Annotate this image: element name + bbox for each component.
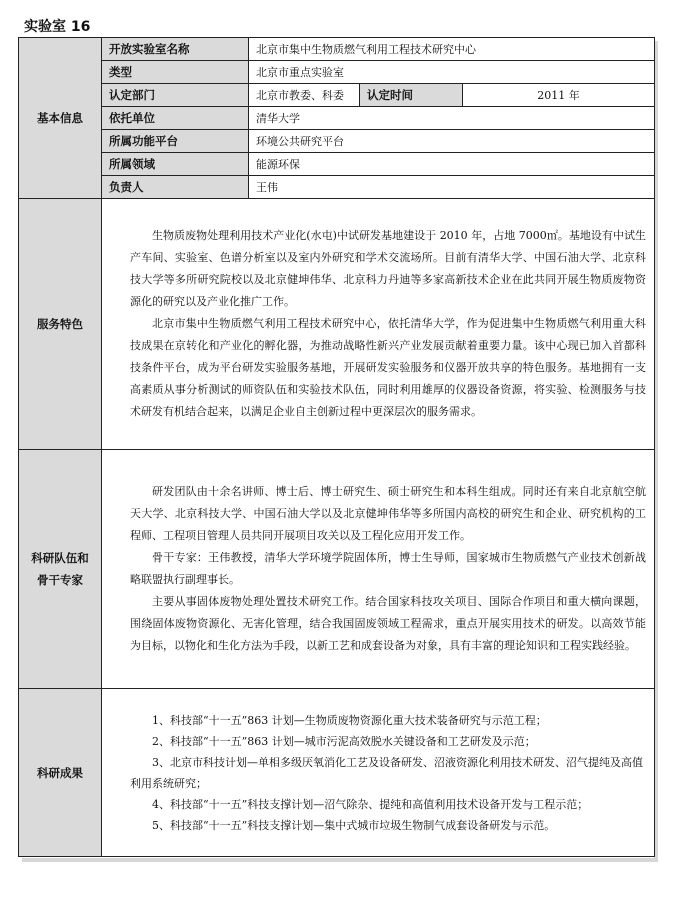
row-label-field: 所属领域 [102,153,249,176]
row-value-department: 北京市教委、科委 [249,84,360,107]
lab-info-table [18,37,654,857]
result-item: 3、北京市科技计划—单相多级厌氧消化工艺及设备研发、沼液资源化利用技术研发、沼气提纯及高值利用系统研究； [130,755,643,790]
section-label-team-line-1: 科研队伍和 [31,551,89,565]
row-label-type: 类型 [102,61,249,84]
section-label-team [19,450,102,689]
section-label-team-line-2: 骨干专家 [37,573,83,587]
row-value-field: 能源环保 [249,153,655,176]
row-label-certified-time: 认定时间 [360,84,463,107]
row-label-leader: 负责人 [102,176,249,199]
results-content [102,689,655,857]
result-item: 5、科技部“十一五”科技支撑计划—集中式城市垃圾生物制气成套设备研发与示范。 [152,818,556,832]
section-label-results: 科研成果 [19,689,102,857]
section-label-service: 服务特色 [19,199,102,450]
result-item: 2、科技部“十一五”863 计划—城市污泥高效脱水关键设备和工艺研发及示范； [152,734,536,748]
row-value-leader: 王伟 [249,176,655,199]
row-label-department: 认定部门 [102,84,249,107]
service-content [102,199,655,450]
team-paragraph: 主要从事固体废物处理处置技术研究工作。结合国家科技攻关项目、国际合作项目和重大横向课题，围绕固体废物资源化、无害化管理，结合我国固废领域工程需求，重点开展实用技术的研发。以高效节能为目标，以物化和生化方法为手段，以新工艺和成套设备为对象，具有丰富的理论知识和工程实践经验。 [130,595,646,652]
row-value-host-unit: 清华大学 [249,107,655,130]
row-value-platform: 环境公共研究平台 [249,130,655,153]
service-paragraph: 北京市集中生物质燃气利用工程技术研究中心，依托清华大学，作为促进集中生物质燃气利用重大科技成果在京转化和产业化的孵化器，为推动战略性新兴产业发展贡献着重要力量。该中心现已加入首都科技条件平台，成为平台研发实验服务基地，开展研发实验服务和仪器开放共享的特色服务。基地拥有一支高素质从事分析测试的师资队伍和实验技术队伍，同时利用雄厚的仪器设备资源，将实验、检测服务与技术研发有机结合起来，以满足企业自主创新过程中更深层次的服务需求。 [130,317,646,418]
team-content [102,450,655,689]
row-label-host-unit: 依托单位 [102,107,249,130]
team-paragraph: 研发团队由十余名讲师、博士后、博士研究生、硕士研究生和本科生组成。同时还有来自北京航空航天大学、北京科技大学、中国石油大学以及北京健坤伟华等多所国内高校的研究生和企业、研究机构的工程师、工程项目管理人员共同开展项目攻关以及工程化应用开发工作。 [130,485,646,542]
team-paragraph: 骨干专家：王伟教授，清华大学环境学院固体所，博士生导师，国家城市生物质燃气产业技术创新战略联盟执行副理事长。 [130,551,646,586]
service-paragraph: 生物质废物处理利用技术产业化(水屯)中试研发基地建设于 2010 年，占地 7000㎡。基地设有中试生产车间、实验室、色谱分析室以及室内外研究和学术交流场所。目前有清华大学、中国石油大学、北京科技大学等多所研究院校以及北京健坤伟华、北京科力丹迪等多家高新技术企业在此共同开展生物质废物资源化的研究以及产业化推广工作。 [130,229,646,308]
row-label-platform: 所属功能平台 [102,130,249,153]
row-label-lab-name: 开放实验室名称 [102,38,249,61]
table-shadow-bottom [22,858,658,862]
result-item: 1、科技部“十一五”863 计划—生物质废物资源化重大技术装备研究与示范工程； [152,713,547,727]
row-value-certified-time: 2011 年 [463,84,655,107]
row-value-type: 北京市重点实验室 [249,61,655,84]
page-title: 实验室 16 [24,19,91,35]
row-value-lab-name: 北京市集中生物质燃气利用工程技术研究中心 [249,38,655,61]
result-item: 4、科技部“十一五”科技支撑计划—沼气除杂、提纯和高值利用技术设备开发与工程示范； [152,797,589,811]
section-label-basic-info: 基本信息 [19,38,102,199]
